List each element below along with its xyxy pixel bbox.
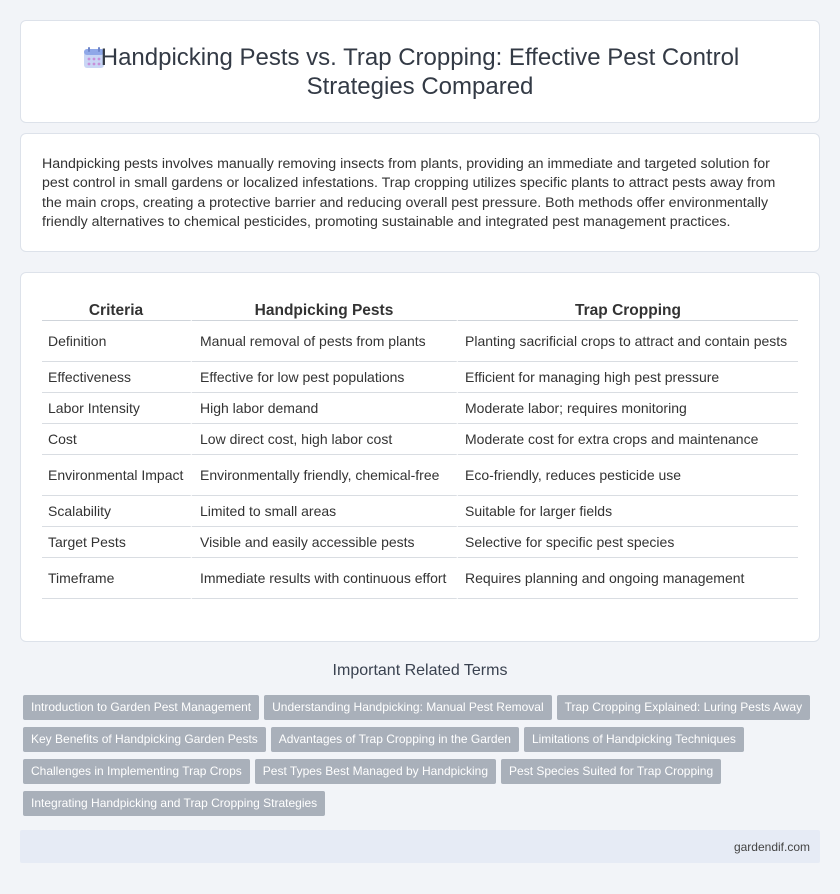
intro-paragraph: Handpicking pests involves manually removing insects from plants, providing an immediate and targeted solution for pest control in small gardens or localized infestations. Trap cropping utilizes specific plants to attract pests away from the main crops, creating a protective barrier and reducing overall pest pressure. Both methods offer environmentally friendly alternatives to chemical pesticides, promoting sustainable and integrated pest management practices.	[42, 156, 776, 230]
title-card	[20, 20, 820, 123]
table-cell: Manual removal of pests from plants	[192, 321, 458, 362]
column-header-handpicking: Handpicking Pests	[192, 296, 458, 321]
related-tag[interactable]: Key Benefits of Handpicking Garden Pests	[23, 727, 266, 752]
table-row	[42, 362, 798, 393]
table-row	[42, 393, 798, 424]
page-title	[21, 43, 819, 101]
table-cell: Requires planning and ongoing management	[458, 558, 798, 599]
column-header-criteria: Criteria	[42, 296, 192, 321]
table-row	[42, 321, 798, 362]
table-cell: Low direct cost, high labor cost	[192, 424, 458, 455]
table-cell: Planting sacrificial crops to attract and contain pests	[458, 321, 798, 362]
related-tag[interactable]: Limitations of Handpicking Techniques	[524, 727, 744, 752]
comparison-table	[42, 296, 798, 599]
table-cell: Scalability	[42, 496, 192, 527]
table-row	[42, 455, 798, 496]
footer-site-link[interactable]: gardendif.com	[733, 840, 810, 854]
table-cell: Cost	[42, 424, 192, 455]
table-cell: Target Pests	[42, 527, 192, 558]
comparison-card	[20, 272, 820, 642]
page-title-line1: Handpicking Pests vs. Trap Cropping: Effective Pest Control	[100, 44, 740, 71]
table-cell: Immediate results with continuous effort	[192, 558, 458, 599]
page-title-line2: Strategies Compared	[306, 73, 534, 100]
related-tag[interactable]: Trap Cropping Explained: Luring Pests Away	[557, 695, 810, 720]
table-row	[42, 496, 798, 527]
related-tag[interactable]: Introduction to Garden Pest Management	[23, 695, 259, 720]
related-terms-heading: Important Related Terms	[332, 662, 508, 679]
table-cell: High labor demand	[192, 393, 458, 424]
related-tag[interactable]: Challenges in Implementing Trap Crops	[23, 759, 250, 784]
related-tag[interactable]: Integrating Handpicking and Trap Cropping Strategies	[23, 791, 325, 816]
table-cell: Timeframe	[42, 558, 192, 599]
column-header-trap-cropping: Trap Cropping	[458, 296, 798, 321]
table-cell: Effectiveness	[42, 362, 192, 393]
table-row	[42, 424, 798, 455]
related-tags	[23, 695, 823, 823]
table-cell: Limited to small areas	[192, 496, 458, 527]
table-cell: Moderate labor; requires monitoring	[458, 393, 798, 424]
related-tag[interactable]: Pest Types Best Managed by Handpicking	[255, 759, 496, 784]
table-header-row	[42, 296, 798, 321]
table-cell: Environmentally friendly, chemical-free	[192, 455, 458, 496]
table-cell: Environmental Impact	[42, 455, 192, 496]
table-cell: Definition	[42, 321, 192, 362]
table-cell: Eco-friendly, reduces pesticide use	[458, 455, 798, 496]
table-row	[42, 527, 798, 558]
related-tag[interactable]: Advantages of Trap Cropping in the Garden	[271, 727, 519, 752]
table-cell: Efficient for managing high pest pressure	[458, 362, 798, 393]
table-cell: Labor Intensity	[42, 393, 192, 424]
footer-bar	[20, 830, 820, 863]
intro-card	[20, 133, 820, 252]
table-cell: Moderate cost for extra crops and maintenance	[458, 424, 798, 455]
related-tag[interactable]: Pest Species Suited for Trap Cropping	[501, 759, 721, 784]
related-tag[interactable]: Understanding Handpicking: Manual Pest Removal	[264, 695, 551, 720]
table-cell: Selective for specific pest species	[458, 527, 798, 558]
table-row	[42, 558, 798, 599]
table-cell: Suitable for larger fields	[458, 496, 798, 527]
table-cell: Effective for low pest populations	[192, 362, 458, 393]
table-cell: Visible and easily accessible pests	[192, 527, 458, 558]
